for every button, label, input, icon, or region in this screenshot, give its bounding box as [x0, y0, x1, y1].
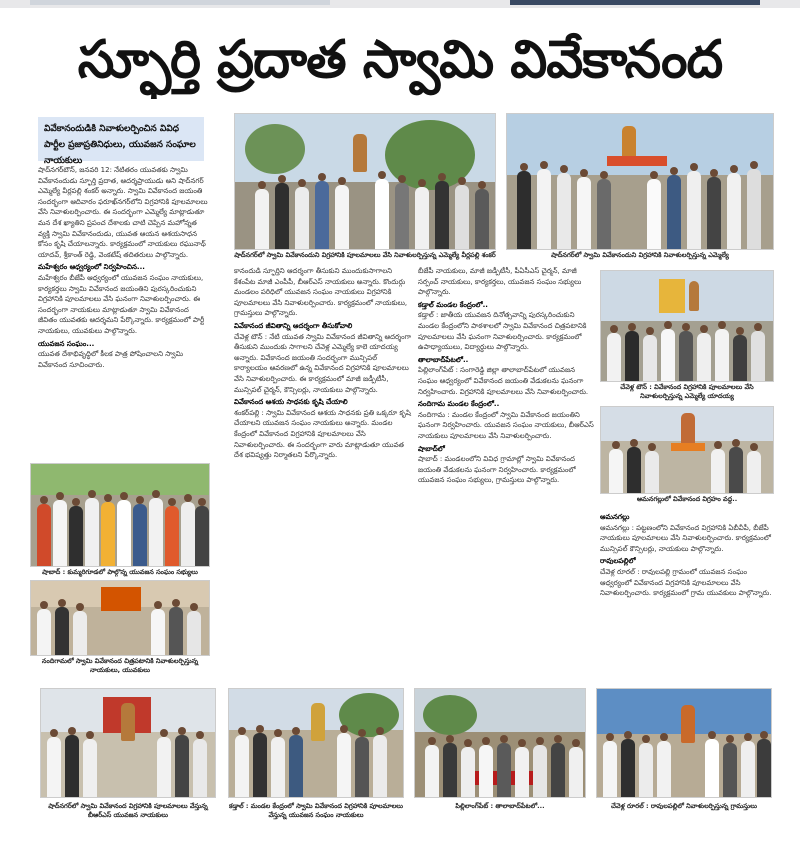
col4-paragraph: చేవెళ్ల రూరల్‌ : రావులపల్లి గ్రామంలో యువజన సంఘం ఆధ్వర్యంలో వివేకానంద విగ్రహానికి పూలమాలలు వేసి నివాళులర్పించారు. కార్యక్రమంలో గ్రామ యువకులు పాల్గొన్నారు.: [600, 567, 772, 598]
caption-bottom-4: చేవెళ్ల రూరల్‌ : రావులపల్లిలో నివాళులర్పిస్తున్న గ్రామస్తులు: [611, 802, 757, 810]
col3-subheading: నందిగామ మండల కేంద్రంలో..: [418, 400, 500, 409]
col3-subheading: కడ్తాల్‌ మండల కేంద్రంలో..: [418, 300, 488, 309]
col3-paragraph: బీజేపీ నాయకులు, మాజీ జడ్పీటీసీ, పీఏసీఎస్‌ చైర్మన్‌, మాజీ సర్పంచ్‌ నాయకులు, కార్యకర్తలు, యువజన సంఘం సభ్యులు పాల్గొన్నారు.: [418, 267, 582, 297]
caption-mid-left-2: నందిగామలో స్వామి వివేకానంద చిత్రపటానికి నివాళులర్పిస్తున్న నాయకులు, యువకులు: [41, 657, 199, 674]
col3-subheading: షాబాద్‌లో: [418, 444, 445, 453]
subheadline: వివేకానందుడికి నివాళులర్పించిన వివిధ పార్టీల ప్రజాప్రతినిధులు, యువజన సంఘాల నాయకులు: [38, 117, 204, 161]
col1-subheading: మహేశ్వరం ఆధ్వర్యంలో నిర్వహించిన...: [38, 263, 145, 272]
col1-subheading: యువజన సంఘం...: [38, 339, 95, 348]
caption-top-right: షాద్‌నగర్‌లో స్వామి వివేకానందుని విగ్రహానికి నివాళులర్పిస్తున్న ఎమ్మెల్యే: [551, 251, 729, 259]
photo-mid-left-2: [30, 580, 210, 656]
col2-paragraph: శంకర్‌పల్లి : స్వామి వివేకానంద ఆశయ సాధనకు ప్రతి ఒక్కరూ కృషి చేయాలని యువజన సంఘం నాయకులు అన్నారు. మండల కేంద్రంలో వివేకానంద విగ్రహానికి పూలమాలలు వేసి నివాళులర్పించారు. ఈ సందర్భంగా వారు మాట్లాడుతూ యువత దేశ భవిష్యత్తు నిర్మాతలని పేర్కొన్నారు.: [234, 408, 411, 460]
top-strip-light: [30, 0, 330, 5]
column-4-text: [600, 510, 774, 678]
caption-bottom-1: షాద్‌నగర్‌లో స్వామి వివేకానంద విగ్రహానికి పూలమాలలు వేస్తున్న బీఆర్ఎస్ యువజన నాయకులు: [48, 802, 208, 819]
col4-subheading: ఆమనగల్లు: [600, 513, 630, 521]
col2-subheading: వివేకానంద జీవితాన్ని ఆదర్శంగా తీసుకోవాలి: [234, 321, 353, 330]
col1-paragraph: మహేశ్వరం బీజేపీ ఆధ్వర్యంలో యువజన సంఘం నాయకులు, కార్యకర్తలు స్వామి వివేకానంద జయంతిని పురస్కరించుకుని విగ్రహానికి పూలమాలలు వేసి ఘనంగా నివాళులర్పించారు. ఈ సందర్భంగా నాయకులు మాట్లాడుతూ స్వామి వివేకానంద జీవితం యువతకు ఆదర్శమని పేర్కొన్నారు. కార్యక్రమంలో పార్టీ నాయకులు, యువకులు పాల్గొన్నారు.: [38, 273, 205, 335]
col1-paragraph: షాద్‌నగర్‌టౌన్‌, జనవరి 12: నేటితరం యువతకు స్వామి వివేకానందుడు స్ఫూర్తి ప్రదాత, ఆదర్శప్రాయుడు అని షాద్‌నగర్‌ ఎమ్మెల్యే వీర్లపల్లి శంకర్‌ అన్నారు. స్వామి వివేకానంద జయంతి సందర్భంగా ఆదివారం ఫరూఖ్‌నగర్‌లోని విగ్రహానికి పూలమాలలు వేసి నివాళులర్పించారు. ఈ సందర్భంగా ఎమ్మెల్యే మాట్లాడుతూ మన దేశ ఖ్యాతిని ప్రపంచ దేశాలకు చాటి చెప్పిన మహోన్నత వ్యక్తి స్వామి వివేకానందుడు, యువత ఆయన ఆశయసాధన కోసం కృషి చేయాలన్నారు. కార్యక్రమంలో నాయకులు రఘునాథ్‌ యాదవ్‌, శ్రీకాంత్‌ రెడ్డి, వెంకటేష్‌ తదితరులు పాల్గొన్నారు.: [38, 166, 208, 259]
photo-bottom-2: [228, 688, 404, 798]
photo-mid-left-1: [30, 463, 210, 567]
col1-paragraph: యువత దేశాభివృద్ధిలో కీలక పాత్ర పోషించాలని స్వామి వివేకానంద సూచించారు.: [38, 350, 184, 369]
caption-right-2: ఆమనగల్లులో వివేకానంద విగ్రహం వద్ద..: [636, 495, 738, 503]
col2-paragraph: చేవెళ్ల టౌన్‌ : నేటి యువత స్వామి వివేకానంద జీవితాన్ని ఆదర్శంగా తీసుకుని ముందుకు సాగాలని చేవెళ్ల ఎమ్మెల్యే కాలె యాదయ్య అన్నారు. వివేకానంద జయంతి సందర్భంగా మున్సిపల్‌ కార్యాలయం ఆవరణలో ఉన్న వివేకానంద విగ్రహానికి పూలమాలలు వేసి నివాళులర్పించారు. ఈ కార్యక్రమంలో మాజీ జడ్పీటీసీ, మున్సిపల్‌ చైర్మన్‌, కౌన్సిలర్లు, నాయకులు పాల్గొన్నారు.: [234, 332, 412, 394]
photo-top-right: [506, 113, 774, 250]
col4-paragraph: ఆమనగల్లు : పట్టణంలోని వివేకానంద విగ్రహానికి ఏబీవీపీ, బీజేపీ నాయకులు పూలమాలలు వేసి నివాళులర్పించారు. కార్యక్రమంలో మున్సిపల్‌ కౌన్సిలర్లు, నాయకులు పాల్గొన్నారు.: [600, 523, 771, 553]
col2-paragraph: కానందుడి స్ఫూర్తిని ఆదర్శంగా తీసుకుని ముందుకుసాగాలని కేశంపేట మాజీ ఎంపీపీ, బీఆర్ఎస్‌ నాయకులు అన్నారు. కొందుర్గు మండలం పరిధిలో యువజన సంఘం నాయకులు విగ్రహానికి పూలమాలలు వేసి నివాళులర్పించారు. కార్యక్రమంలో నాయకులు, గ్రామస్తులు పాల్గొన్నారు.: [234, 267, 408, 318]
photo-right-2: [600, 406, 774, 494]
caption-bottom-3: పిల్లిలాంగ్‌పేట్‌ : తాలాబాద్‌పేటలో...: [455, 802, 545, 810]
col3-subheading: తాలాబాద్‌పేటలో..: [418, 355, 469, 364]
caption-top-left: షాద్‌నగర్‌లో స్వామి వివేకానందుని విగ్రహానికి పూలమాలలు వేసి నివాళులర్పిస్తున్న ఎమ్మెల్యే వీర్లపల్లి శంకర్: [234, 251, 496, 259]
col3-paragraph: షాబాద్‌ : మండలంలోని వివిధ గ్రామాల్లో స్వామి వివేకానంద జయంతి వేడుకలను ఘనంగా నిర్వహించారు. కార్యక్రమంలో యువజన సంఘం సభ్యులు, గ్రామస్తులు పాల్గొన్నారు.: [418, 455, 576, 485]
col2-subheading: వివేకానంద ఆశయ సాధనకు కృషి చేయాలి: [234, 398, 348, 407]
col4-subheading: రావులపల్లిలో: [600, 557, 636, 566]
photo-right-1: [600, 270, 774, 382]
photo-top-left: [234, 113, 496, 250]
column-1-text: [38, 165, 208, 457]
column-3-text: [418, 266, 594, 679]
headline: స్ఫూర్తి ప్రదాత స్వామి వివేకానంద: [77, 30, 723, 90]
top-strip-dark: [510, 0, 760, 5]
photo-bottom-3: [414, 688, 586, 798]
col3-paragraph: కడ్తాల్‌ : జాతీయ యువజన దినోత్సవాన్ని పురస్కరించుకుని మండల కేంద్రంలోని పాఠశాలలో స్వామి వివేకానంద చిత్రపటానికి పూలమాలలు వేసి ఘనంగా నివాళులర్పించారు. కార్యక్రమంలో ఉపాధ్యాయులు, విద్యార్థులు పాల్గొన్నారు.: [418, 311, 587, 352]
col3-paragraph: పిల్లిలాంగ్‌పేట్‌ : సంగారెడ్డి జిల్లా తాలాబాద్‌పేటలో యువజన సంఘం ఆధ్వర్యంలో వివేకానంద జయంతి వేడుకలను ఘనంగా నిర్వహించారు. విగ్రహానికి పూలమాలలు వేసి నివాళులర్పించారు.: [418, 366, 589, 396]
caption-mid-left-1: షాబాద్‌ : కుమ్మరిగూడలో పాల్గొన్న యువజన సంఘం సభ్యులు: [42, 568, 198, 576]
photo-bottom-1: [40, 688, 216, 798]
column-2-text: [234, 266, 412, 679]
photo-bottom-4: [596, 688, 772, 798]
caption-right-1: చేవెళ్ల టౌన్‌ : వివేకానంద విగ్రహానికి పూలమాలలు వేసి నివాళులర్పిస్తున్న ఎమ్మెల్యే యాదయ్య: [620, 383, 754, 400]
col3-paragraph: నందిగామ : మండల కేంద్రంలో స్వామి వివేకానంద జయంతిని ఘనంగా నిర్వహించారు. యువజన సంఘం నాయకులు, బీఆర్ఎస్‌ నాయకులు పూలమాలలు వేసి నివాళులర్పించారు.: [418, 410, 594, 440]
caption-bottom-2: కడ్తాల్‌ : మండల కేంద్రంలో స్వామి వివేకానంద విగ్రహానికి పూలమాలలు వేస్తున్న యువజన సంఘం నాయకులు: [228, 802, 404, 819]
top-strip: [0, 0, 800, 8]
